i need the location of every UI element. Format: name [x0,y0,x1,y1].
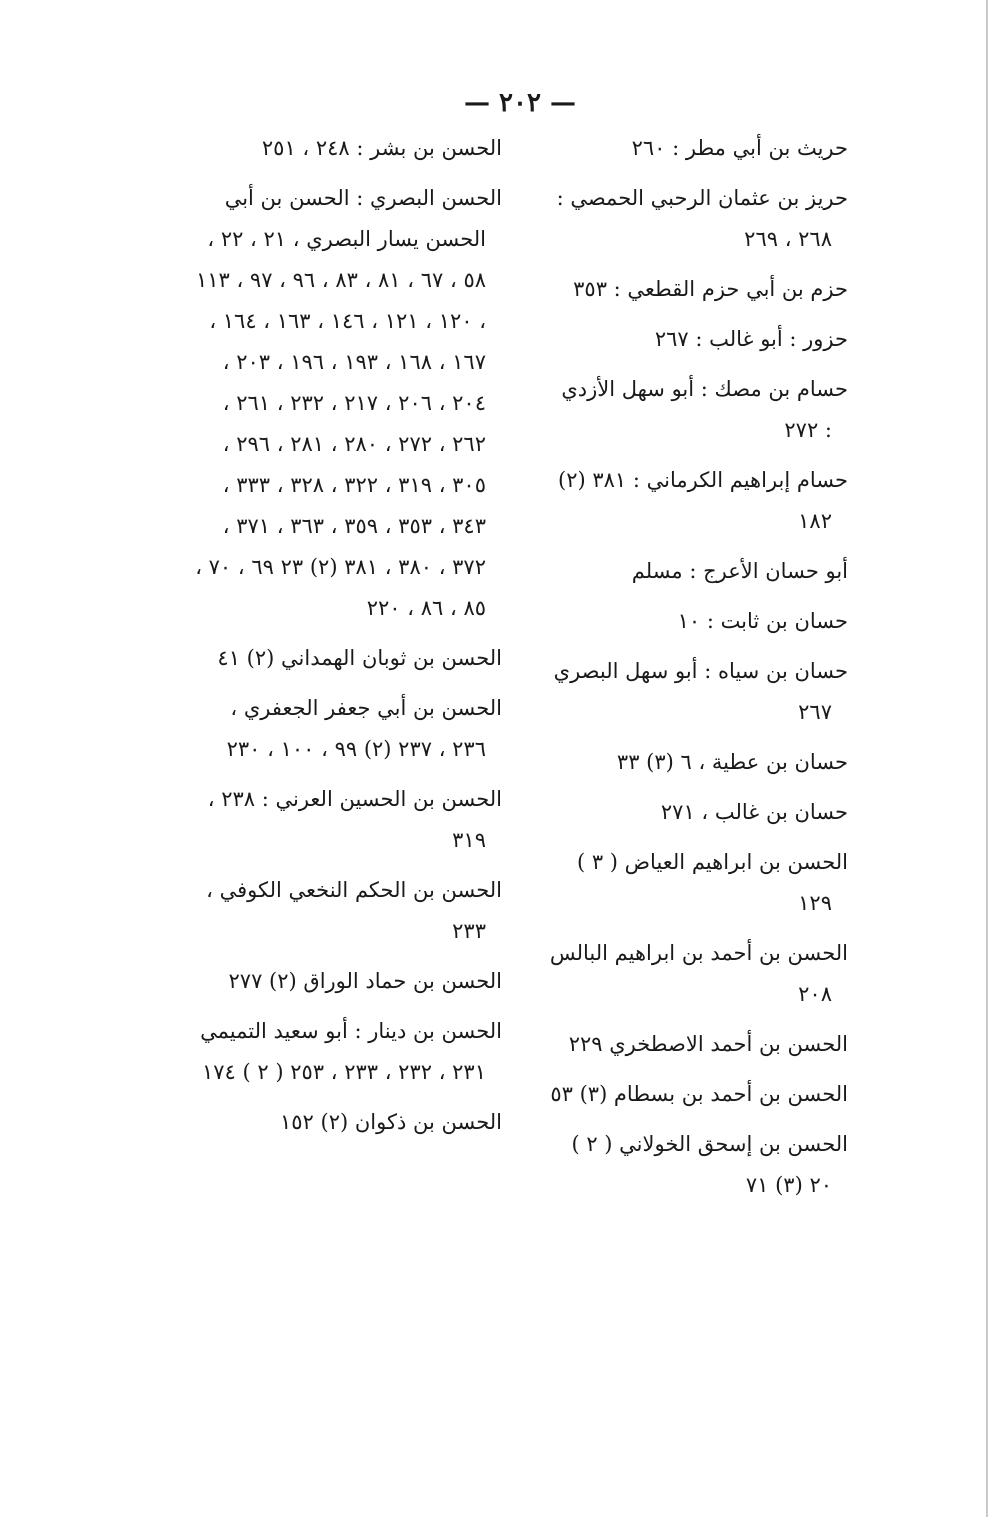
index-column-left [190,128,502,1152]
index-entry: حريز بن عثمان الرحبي الحمصي : ٢٦٨ ، ٢٦٩ [556,186,848,251]
index-entry: الحسن بن الحكم النخعي الكوفي ، ٢٣٣ [206,878,502,943]
index-entry: الحسن بن إسحق الخولاني ( ٢ ) ٢٠ (٣) ٧١ [571,1132,848,1197]
index-entry: حسام إبراهيم الكرماني : ٣٨١ (٢) ١٨٢ [558,468,848,533]
index-entry: حزم بن أبي حزم القطعي : ٣٥٣ [573,277,848,301]
index-entry: الحسن بن أحمد بن ابراهيم البالس ٢٠٨ [549,941,848,1006]
index-entry: الحسن بن دينار : أبو سعيد التميمي ٢٣١ ، ٢٣٢ ، ٢٣٣ ، ٢٥٣ ( ٢ ) ١٧٤ [200,1019,502,1084]
index-column-right [548,128,848,1215]
index-entry: حسان بن غالب ، ٢٧١ [660,800,848,824]
page-number: — ٢٠٢ — [463,88,577,118]
page-edge [986,0,988,1517]
index-entry: الحسن بن أبي جعفر الجعفري ، ٢٣٦ ، ٢٣٧ (٢) ٩٩ ، ١٠٠ ، ٢٣٠ [226,696,502,761]
index-entry: حسان بن ثابت : ١٠ [677,609,848,633]
index-entry: الحسن بن حماد الوراق (٢) ٢٧٧ [228,969,502,993]
index-entry: الحسن بن ثوبان الهمداني (٢) ٤١ [217,646,502,670]
index-entry: حسان بن سياه : أبو سهل البصري ٢٦٧ [553,659,848,724]
index-entry: الحسن بن أحمد بن بسطام (٣) ٥٣ [550,1082,848,1106]
index-entry: حزور : أبو غالب : ٢٦٧ [654,327,848,351]
index-entry: الحسن بن ذكوان (٢) ١٥٢ [279,1110,502,1134]
index-entry: الحسن بن بشر : ٢٤٨ ، ٢٥١ [261,136,502,160]
index-entry: أبو حسان الأعرج : مسلم [631,559,848,583]
index-entry: حسان بن عطية ، ٦ (٣) ٣٣ [616,750,848,774]
index-entry: الحسن بن ابراهيم العياض ( ٣ ) ١٢٩ [576,850,848,915]
index-entry: الحسن البصري : الحسن بن أبي الحسن يسار البصري ، ٢١ ، ٢٢ ، ٥٨ ، ٦٧ ، ٨١ ، ٨٣ ، ٩٦ ، ٩٧ ، ١١٣ ، ١٢٠ ، ١٢١ ، ١٤٦ ، ١٦٣ ، ١٦٤ ، ١٦٧ ، ١٦٨ ، ١٩٣ ، ١٩٦ ، ٢٠٣ ، ٢٠٤ ، ٢٠٦ ، ٢١٧ ، ٢٣٢ ، ٢٦١ ، ٢٦٢ ، ٢٧٢ ، ٢٨٠ ، ٢٨١ ، ٢٩٦ ، ٣٠٥ ، ٣١٩ ، ٣٢٢ ، ٣٢٨ ، ٣٣٣ ، ٣٤٣ ، ٣٥٣ ، ٣٥٩ ، ٣٦٣ ، ٣٧١ ، ٣٧٢ ، ٣٨٠ ، ٣٨١ (٢) ٢٣ ٦٩ ، ٧٠ ، ٨٥ ، ٨٦ ، ٢٢٠ [195,186,502,620]
index-entry: الحسن بن أحمد الاصطخري ٢٢٩ [568,1032,848,1056]
index-entry: حسام بن مصك : أبو سهل الأزدي : ٢٧٢ [561,377,848,442]
index-entry: حريث بن أبي مطر : ٢٦٠ [631,136,848,160]
index-entry: الحسن بن الحسين العرني : ٢٣٨ ، ٣١٩ [207,787,502,852]
